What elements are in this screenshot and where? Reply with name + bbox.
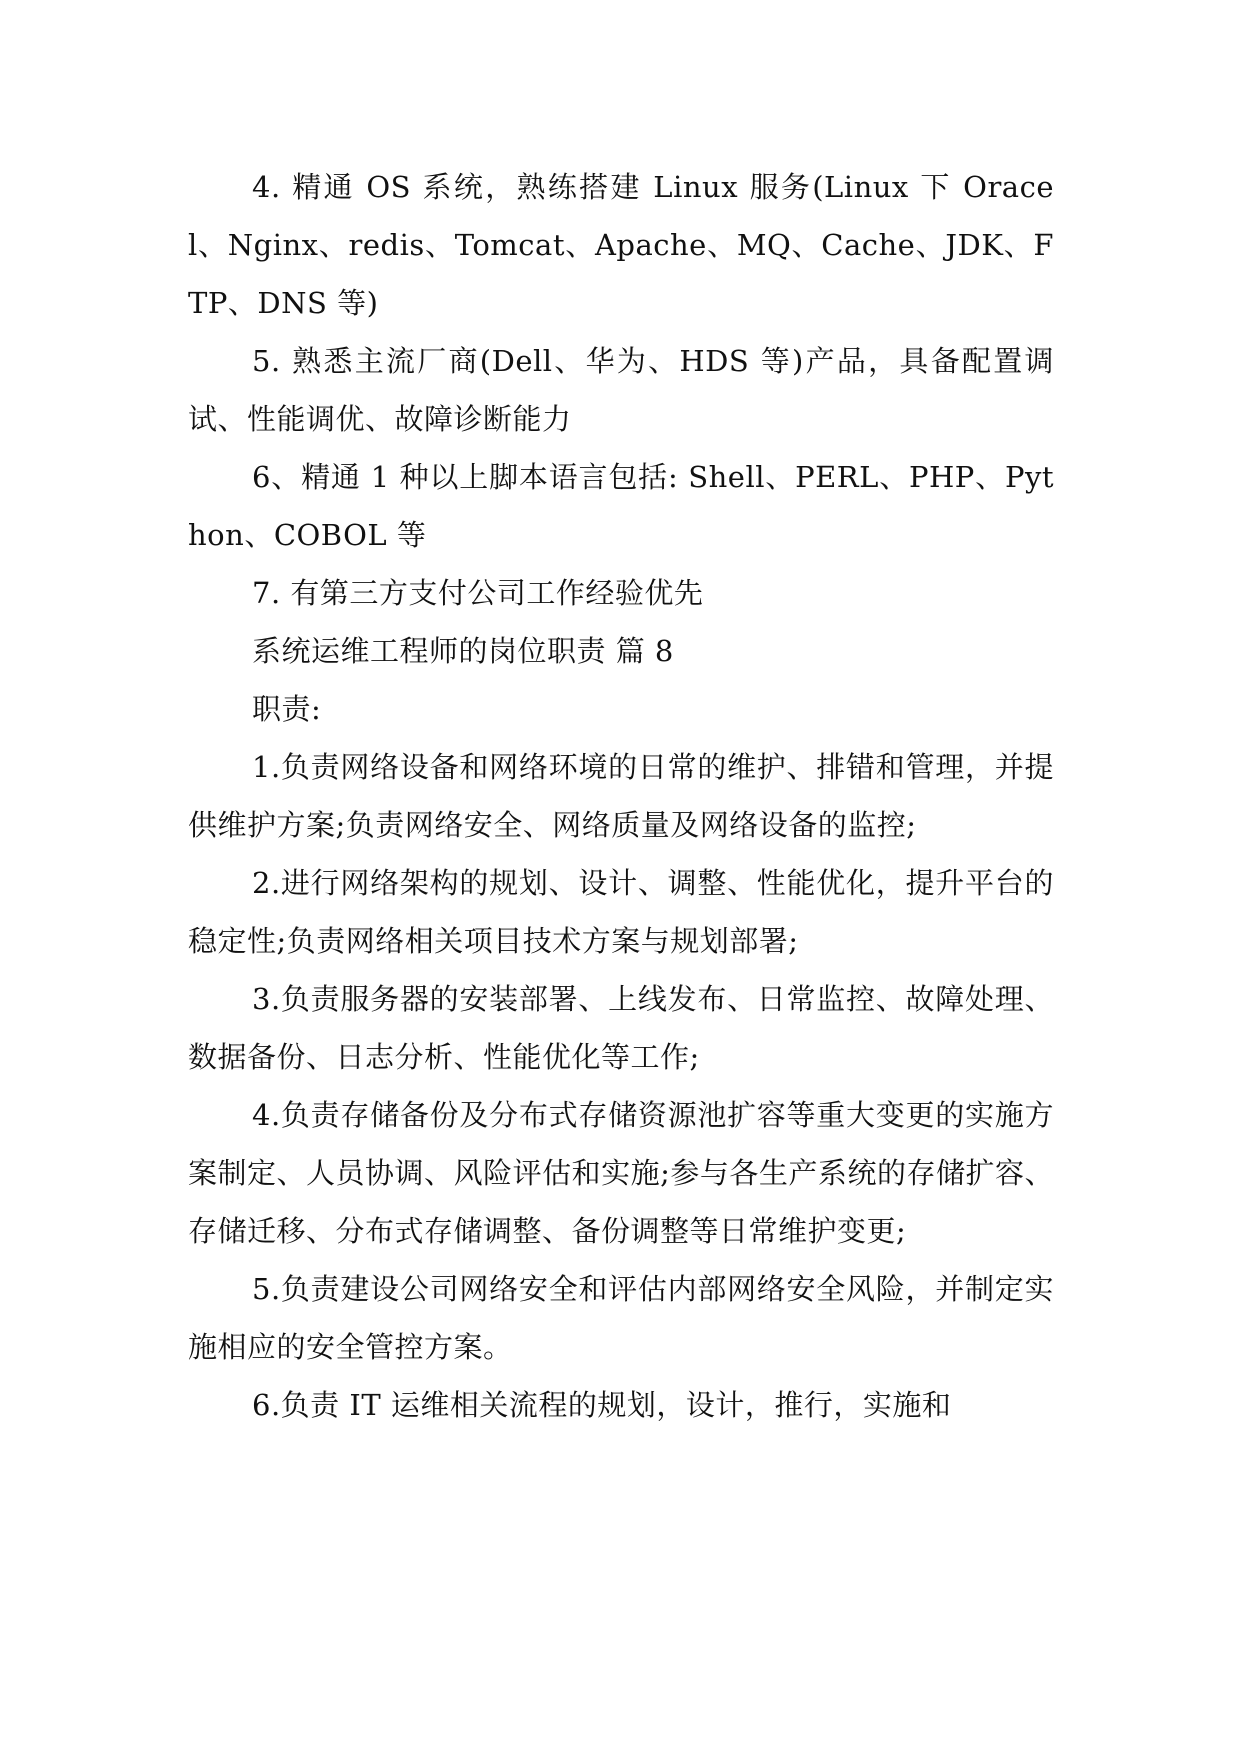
paragraph-linux-services: 4. 精通 OS 系统，熟练搭建 Linux 服务(Linux 下 Oracel、Nginx、redis、Tomcat、Apache、MQ、Cache、JDK、FTP、DNS 等) [188,170,1054,320]
responsibility-network-maintenance: 1.负责网络设备和网络环境的日常的维护、排错和管理，并提供维护方案;负责网络安全、网络质量及网络设备的监控; [188,750,1054,842]
paragraph-payment-experience: 7. 有第三方支付公司工作经验优先 [252,576,704,610]
responsibility-it-operations-process: 6.负责 IT 运维相关流程的规划，设计，推行，实施和 [252,1388,952,1422]
responsibility-server-deployment: 3.负责服务器的安装部署、上线发布、日常监控、故障处理、数据备份、日志分析、性能优化等工作; [188,982,1054,1074]
paragraph-vendor-products: 5. 熟悉主流厂商(Dell、华为、HDS 等)产品，具备配置调试、性能调优、故障诊断能力 [188,344,1054,436]
responsibility-storage-backup: 4.负责存储备份及分布式存储资源池扩容等重大变更的实施方案制定、人员协调、风险评估和实施;参与各生产系统的存储扩容、存储迁移、分布式存储调整、备份调整等日常维护变更; [188,1098,1054,1248]
section-heading-part-8: 系统运维工程师的岗位职责 篇 8 [252,634,674,668]
responsibility-network-architecture: 2.进行网络架构的规划、设计、调整、性能优化，提升平台的稳定性;负责网络相关项目技术方案与规划部署; [188,866,1054,958]
responsibility-network-security: 5.负责建设公司网络安全和评估内部网络安全风险，并制定实施相应的安全管控方案。 [188,1272,1054,1364]
responsibilities-label: 职责: [252,692,322,726]
document-body [188,158,1054,1434]
paragraph-script-languages: 6、精通 1 种以上脚本语言包括: Shell、PERL、PHP、Python、COBOL 等 [188,460,1054,552]
